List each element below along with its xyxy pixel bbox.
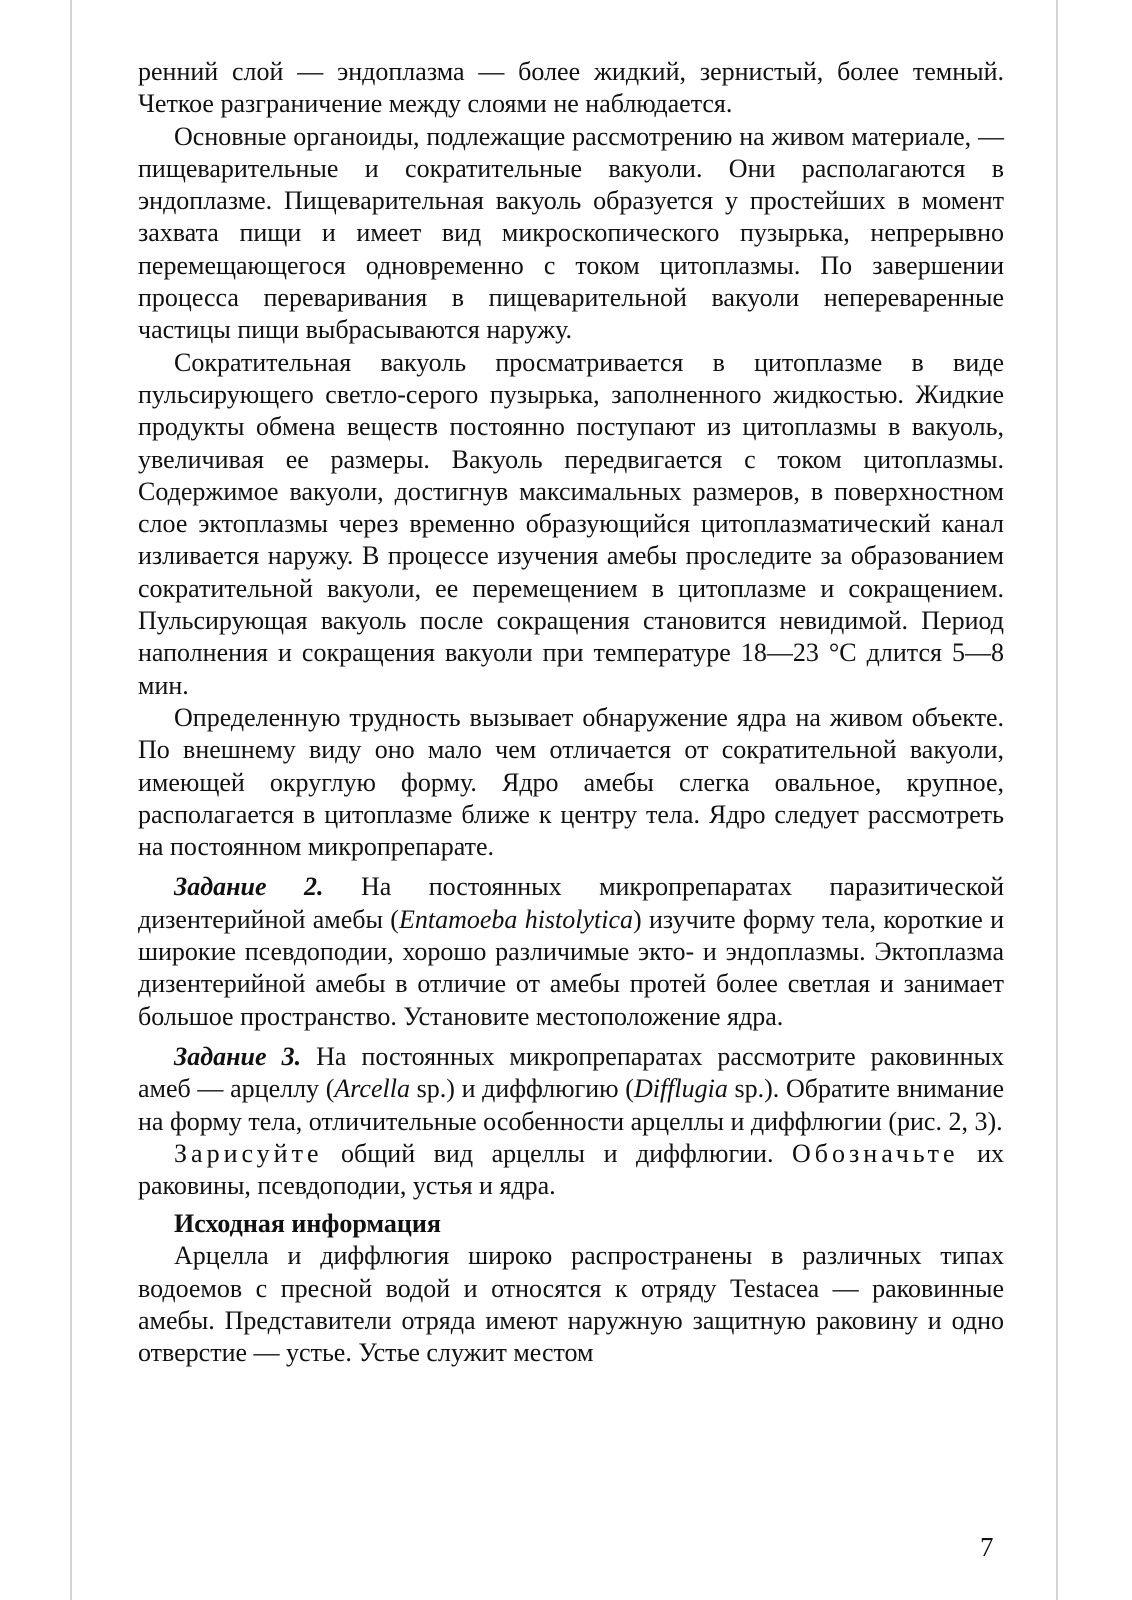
task-3-species-2: Difflugia	[633, 1074, 728, 1104]
paragraph-draw-instruction	[138, 1138, 1004, 1203]
task-2-text-1: На постоянных микропрепаратах паразитической дизентерийной амебы (	[138, 872, 1004, 934]
task-3-text-2: sp.) и диффлюгию (	[409, 1074, 634, 1104]
paragraph-task-3	[138, 1041, 1004, 1138]
task-3-text-3: sp.). Обратите внимание на форму тела, отличительные особенности арцеллы и диффлюгии (рис. 2, 3).	[138, 1074, 1004, 1136]
page-number: 7	[980, 1532, 994, 1562]
task-2-label: Задание 2.	[174, 872, 324, 902]
paragraph-task-2	[138, 871, 1004, 1032]
paragraph-nucleus: Определенную трудность вызывает обнаружение ядра на живом объекте. По внешнему виду оно мало чем отличается от сократительной вакуоли, имеющей округлую форму. Ядро амебы слегка овальное, крупное, располагается в цитоплазме ближе к центру тела. Ядро следует рассмотреть на постоянном микропрепарате.	[138, 702, 1004, 862]
task-2-text-2: ) изучите форму тела, короткие и широкие псевдоподии, хорошо различимые экто- и эндоплазмы. Эктоплазма дизентерийной амебы в отличие от амебы протей более светлая и занимает большое пространство. Установите местоположение ядра.	[138, 904, 1004, 1031]
section-heading: Исходная информация	[174, 1209, 441, 1239]
task-3-label: Задание 3.	[174, 1041, 302, 1071]
paragraph-testacea: Арцелла и диффлюгия широко распространены в различных типах водоемов с пресной водой и относятся к отряду Testacea — раковинные амебы. Представители отряда имеют наружную защитную раковину и одно отверстие — устье. Устье служит местом	[138, 1241, 1004, 1368]
draw-word: Зарисуйте	[174, 1138, 323, 1168]
page-edge-right	[1056, 0, 1058, 1600]
paragraph-organoids: Основные органоиды, подлежащие рассмотрению на живом материале, — пищеварительные и сократительные вакуоли. Они располагаются в эндоплазме. Пищеварительная вакуоль образуется у простейших в момент захвата пищи и имеет вид микроскопического пузырька, непрерывно перемещающегося одновременно с током цитоплазмы. По завершении процесса переваривания в пищеварительной вакуоли непереваренные частицы пищи выбрасываются наружу.	[138, 121, 1004, 345]
draw-text-2: их раковины, псевдоподии, устья и ядра.	[138, 1138, 1005, 1201]
paragraph-contractile-vacuole: Сократительная вакуоль просматривается в цитоплазме в виде пульсирующего светло-серого пузырька, заполненного жидкостью. Жидкие продукты обмена веществ постоянно поступают из цитоплазмы в вакуоль, увеличивая ее размеры. Вакуоль передвигается с током цитоплазмы. Содержимое вакуоли, достигнув максимальных размеров, в поверхностном слое эктоплазмы через временно образующийся цитоплазматический канал изливается наружу. В процессе изучения амебы проследите за образованием сократительной вакуоли, ее перемещением в цитоплазме и сокращением. Пульсирующая вакуоль после сокращения становится невидимой. Период наполнения и сокращения вакуоли при температуре 18—23 °С длится 5—8 мин.	[138, 347, 1004, 700]
mark-word: Обозначьте	[792, 1138, 959, 1168]
page-body	[138, 56, 1004, 1370]
task-3-species-1: Arcella	[334, 1074, 410, 1104]
task-2-species: Entamoeba histolytica	[398, 904, 634, 934]
task-3-text-1: На постоянных микропрепаратах рассмотрите раковинных амеб — арцеллу (	[138, 1041, 1004, 1104]
paragraph-endoplasm: ренний слой — эндоплазма — более жидкий, зернистый, более темный. Четкое разграничение между слоями не наблюдается.	[138, 57, 1004, 119]
draw-text-1: общий вид арцеллы и диффлюгии.	[322, 1138, 792, 1168]
page-edge-left	[70, 0, 72, 1600]
